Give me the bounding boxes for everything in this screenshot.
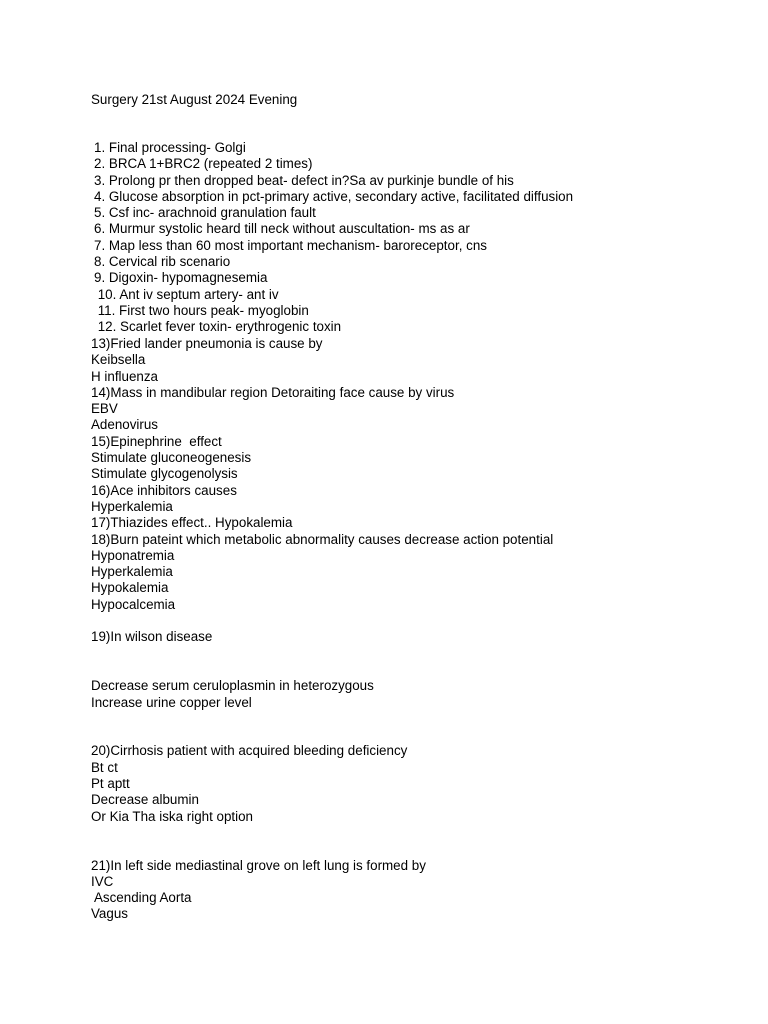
text-line: Ascending Aorta (91, 890, 192, 906)
list-item: 6. Murmur systolic heard till neck without auscultation- ms as ar (94, 221, 470, 237)
numbered-list (94, 140, 573, 336)
text-line: H influenza (91, 368, 158, 384)
text-line: Increase urine copper level (91, 694, 252, 710)
text-line: Hyponatremia (91, 547, 175, 563)
list-item: 7. Map less than 60 most important mechanism- baroreceptor, cns (94, 237, 487, 253)
text-line: Stimulate gluconeogenesis (91, 450, 252, 466)
text-line: 17)Thiazides effect.. Hypokalemia (91, 515, 293, 531)
list-item: 12. Scarlet fever toxin- erythrogenic toxin (94, 319, 342, 335)
text-line: Decrease albumin (91, 792, 199, 808)
text-line: Adenovirus (91, 417, 158, 433)
text-line: 16)Ace inhibitors causes (91, 482, 237, 498)
text-line: 20)Cirrhosis patient with acquired bleeding deficiency (91, 743, 408, 759)
text-line: 19)In wilson disease (91, 629, 213, 645)
blank-line (91, 711, 553, 727)
text-line: Hyperkalemia (91, 564, 173, 580)
document-title: Surgery 21st August 2024 Evening (91, 92, 298, 107)
text-line: IVC (91, 873, 114, 889)
list-item: 1. Final processing- Golgi (94, 140, 246, 155)
text-line: 21)In left side mediastinal grove on left lung is formed by (91, 857, 426, 873)
text-line: Pt aptt (91, 776, 130, 792)
list-item: 8. Cervical rib scenario (94, 254, 231, 270)
blank-line (91, 727, 553, 743)
blank-line (91, 662, 553, 678)
text-line: 15)Epinephrine effect (91, 433, 222, 449)
blank-line (91, 646, 553, 662)
question-section (91, 336, 553, 923)
blank-line (91, 613, 553, 629)
text-line: Bt ct (91, 759, 118, 775)
text-line: Decrease serum ceruloplasmin in heterozygous (91, 678, 374, 694)
text-line: Hyperkalemia (91, 498, 173, 514)
text-line: Hypocalcemia (91, 596, 176, 612)
list-item: 10. Ant iv septum artery- ant iv (94, 286, 279, 302)
text-line: 13)Fried lander pneumonia is cause by (91, 336, 323, 351)
list-item: 5. Csf inc- arachnoid granulation fault (94, 205, 316, 221)
list-item: 11. First two hours peak- myoglobin (94, 302, 309, 318)
text-line: Hypokalemia (91, 580, 169, 596)
text-line: Stimulate glycogenolysis (91, 466, 238, 482)
list-item: 9. Digoxin- hypomagnesemia (94, 270, 268, 286)
text-line: 14)Mass in mandibular region Detoraiting face cause by virus (91, 384, 455, 400)
blank-line (91, 841, 553, 857)
text-line: EBV (91, 401, 118, 417)
list-item: 4. Glucose absorption in pct-primary active, secondary active, facilitated diffusion (94, 188, 574, 204)
text-line: Keibsella (91, 352, 146, 368)
text-line: 18)Burn pateint which metabolic abnormality causes decrease action potential (91, 531, 554, 547)
list-item: 2. BRCA 1+BRC2 (repeated 2 times) (94, 156, 313, 172)
text-line: Or Kia Tha iska right option (91, 808, 254, 824)
text-line: Vagus (91, 906, 128, 922)
blank-line (91, 825, 553, 841)
list-item: 3. Prolong pr then dropped beat- defect in?Sa av purkinje bundle of his (94, 172, 514, 188)
